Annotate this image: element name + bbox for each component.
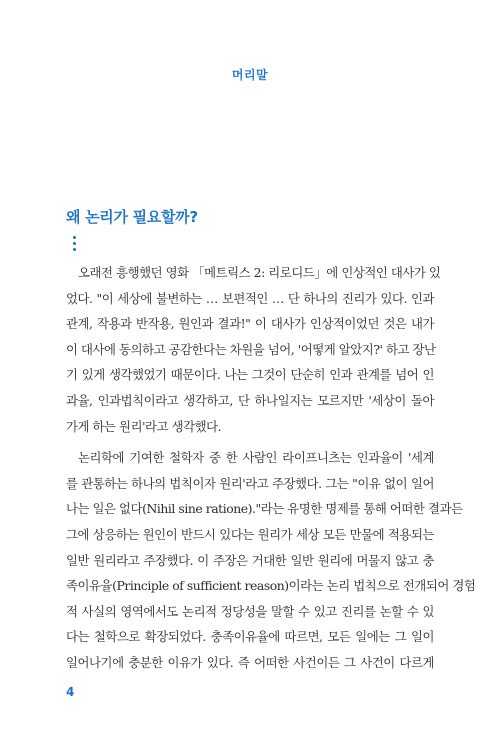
text-line: 논리학에 기여한 철학자 중 한 사람인 라이프니츠는 인과율이 '세계 — [78, 450, 434, 466]
text-line: 적 사실의 영역에서도 논리적 정당성을 말할 수 있고 진리를 논할 수 있 — [66, 603, 434, 619]
paragraph-2 — [66, 445, 476, 675]
text-line: 가게 하는 원리'라고 생각했다. — [66, 418, 222, 434]
text-line: 일어나기에 충분한 이유가 있다. 즉 어떠한 사건이든 그 사건이 다르게 — [66, 654, 434, 670]
text-line: 과율, 인과법칙이라고 생각하고, 단 하나일지는 모르지만 '세상이 돌아 — [66, 392, 434, 408]
text-line: 다는 철학으로 확장되었다. 충족이유율에 따르면, 모든 일에는 그 일이 — [66, 629, 434, 645]
text-line: 기 있게 생각했었기 때문이다. 나는 그것이 단순히 인과 관계를 넘어 인 — [66, 367, 434, 383]
body-text — [66, 260, 476, 682]
page-number: 4 — [66, 685, 75, 699]
text-line: 일반 원리라고 주장했다. 이 주장은 거대한 일반 원리에 머물지 않고 충 — [66, 552, 434, 568]
vertical-dots-icon — [73, 236, 77, 254]
text-line: 를 관통하는 하나의 법칙이자 원리'라고 주장했다. 그는 "이유 없이 일어 — [66, 475, 434, 491]
paragraph-1 — [66, 260, 441, 439]
text-line: 족이유율(Principle of sufficient reason)이라는 논리 법칙으로 전개되어 경험 — [66, 578, 476, 594]
text-line: 었다. "이 세상에 불변하는 … 보편적인 … 단 하나의 진리가 있다. 인과 — [66, 290, 434, 306]
text-line: 이 대사에 동의하고 공감한다는 차원을 넘어, '어떻게 알았지?' 하고 장난 — [66, 341, 436, 357]
text-line: 나는 일은 없다(Nihil sine ratione)."라는 유명한 명제를 통해 어떠한 결과든 — [66, 501, 463, 517]
text-line: 오래전 흥행했던 영화 「메트릭스 2: 리로디드」에 인상적인 대사가 있 — [78, 265, 441, 280]
text-line: 관계, 작용과 반작용, 원인과 결과!" 이 대사가 인상적이었던 것은 내가 — [66, 316, 434, 332]
section-heading: 왜 논리가 필요할까? — [66, 208, 198, 226]
text-line: 그에 상응하는 원인이 반드시 있다는 원리가 세상 모든 만물에 적용되는 — [66, 526, 434, 542]
running-head: 머리말 — [231, 68, 269, 82]
